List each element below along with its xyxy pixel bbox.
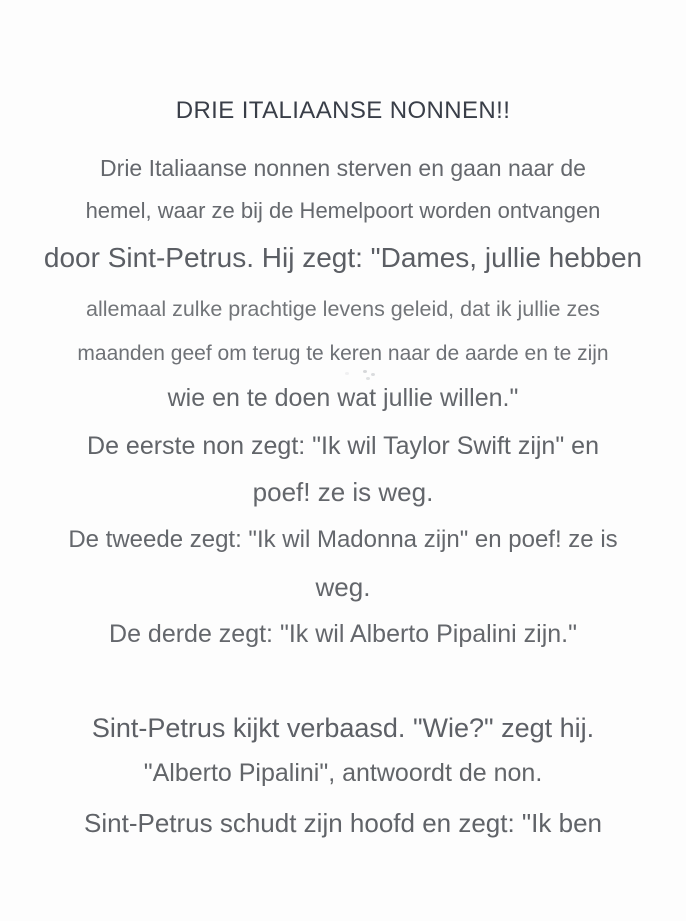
story-line: allemaal zulke prachtige levens geleid, dat ik jullie zes	[86, 296, 600, 321]
story-line: De derde zegt: "Ik wil Alberto Pipalini zijn."	[109, 619, 577, 648]
story-line: De tweede zegt: "Ik wil Madonna zijn" en poef! ze is	[68, 526, 618, 553]
story-line: door Sint-Petrus. Hij zegt: "Dames, jullie hebben	[43, 242, 643, 273]
story-line: maanden geef om terug te keren naar de aarde en te zijn	[77, 342, 609, 365]
story-line: Drie Italiaanse nonnen sterven en gaan naar de	[100, 154, 586, 181]
story-line: "Alberto Pipalini", antwoordt de non.	[143, 758, 543, 787]
story-line: Sint-Petrus schudt zijn hoofd en zegt: "Ik ben	[84, 807, 602, 838]
story-line: wie en te doen wat jullie willen."	[167, 383, 519, 412]
story-line: poef! ze is weg.	[252, 476, 434, 507]
story-line: weg.	[315, 571, 371, 602]
story-line: hemel, waar ze bij de Hemelpoort worden ontvangen	[85, 198, 601, 223]
page-title: DRIE ITALIAANSE NONNEN!!	[175, 97, 511, 124]
story-line: De eerste non zegt: "Ik wil Taylor Swift zijn" en	[87, 431, 599, 460]
smudge-artifact	[363, 370, 367, 373]
story-line: Sint-Petrus kijkt verbaasd. "Wie?" zegt hij.	[91, 712, 595, 743]
